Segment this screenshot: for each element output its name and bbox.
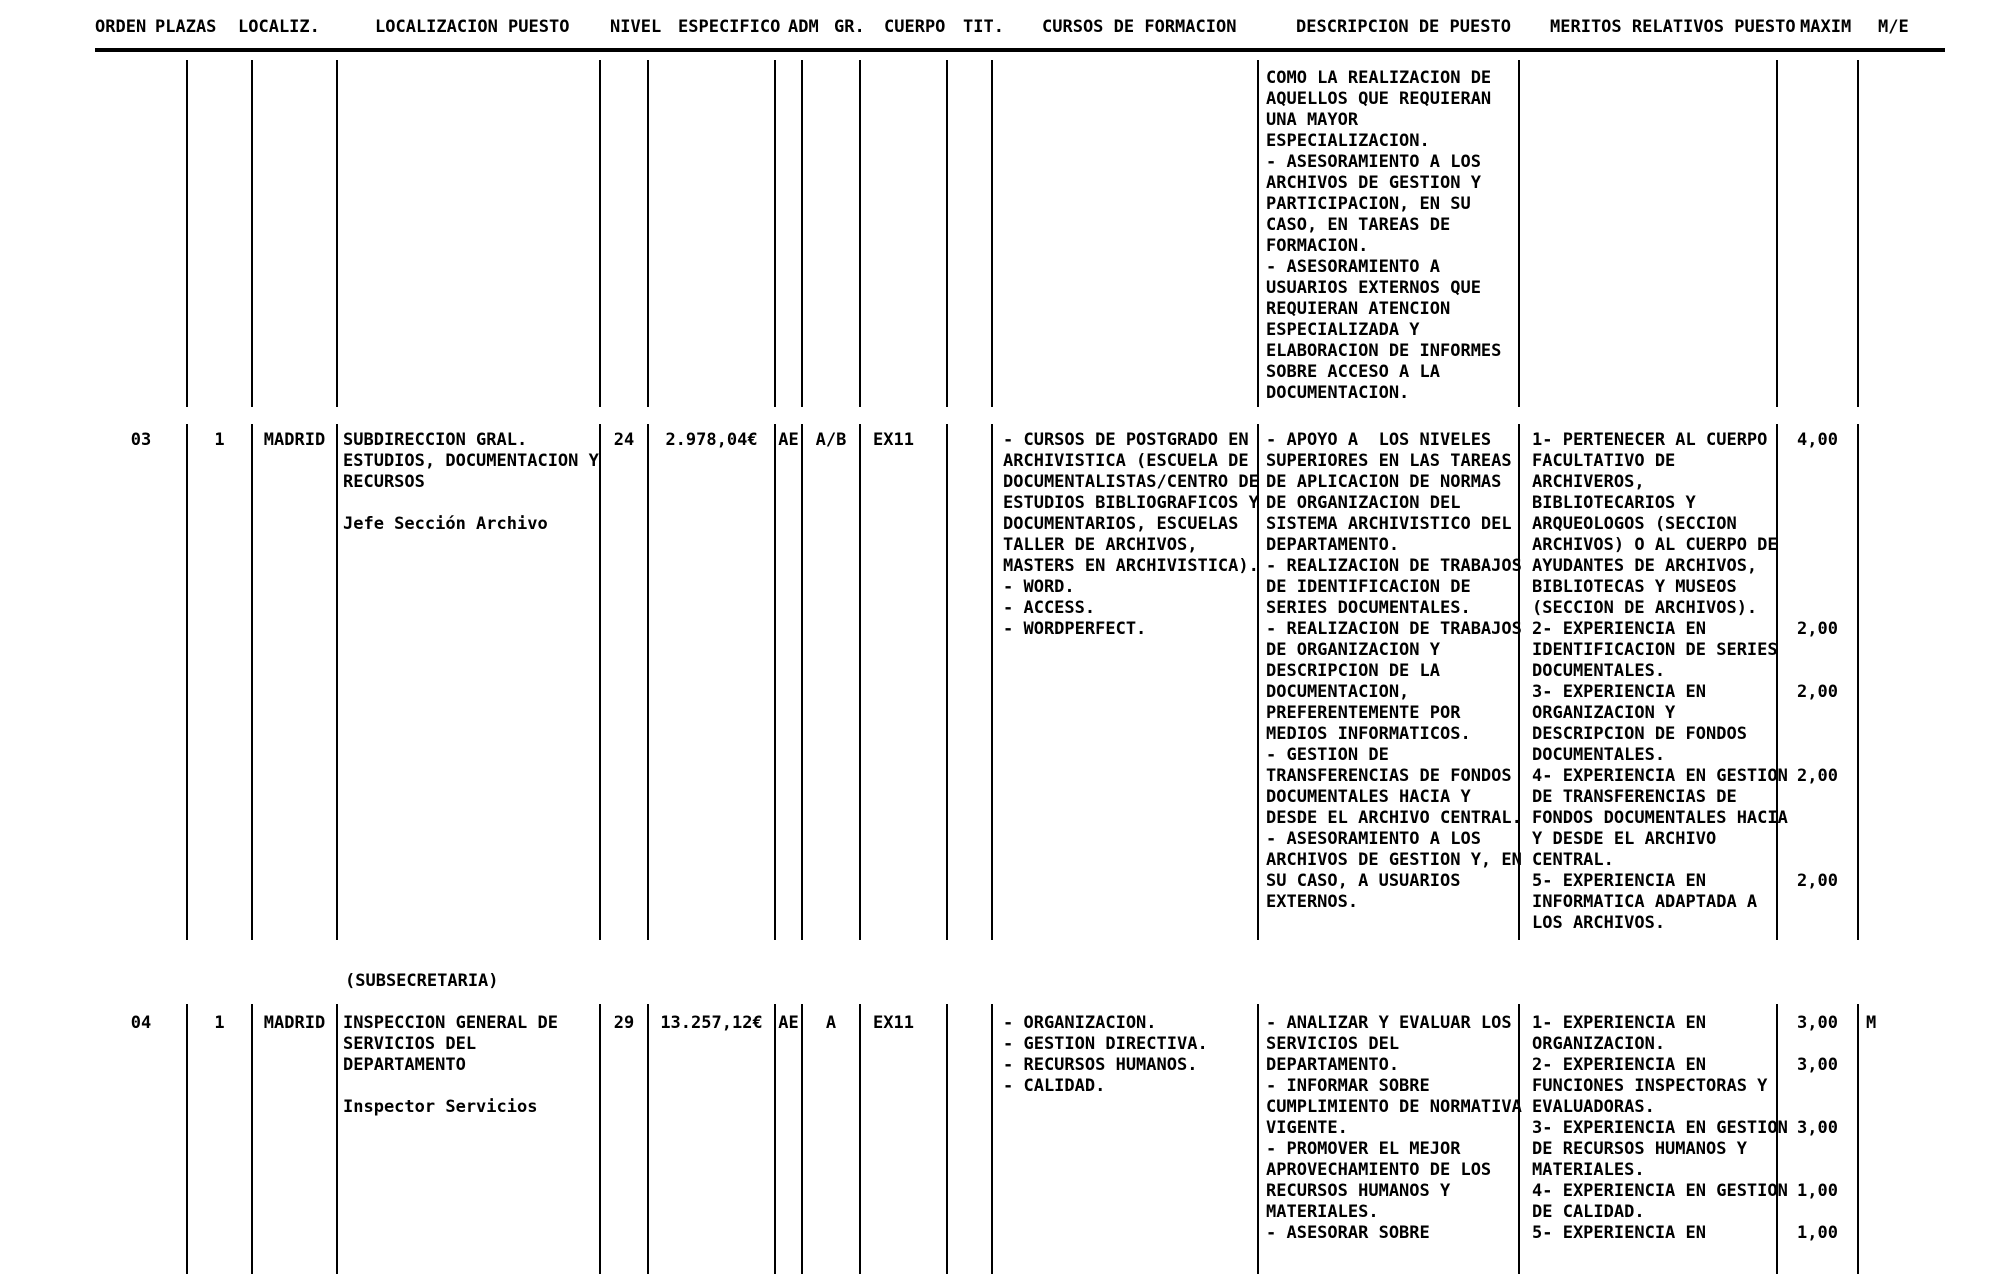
text-line: RECURSOS HUMANOS Y	[1266, 1181, 1451, 1201]
column-divider	[1257, 60, 1259, 407]
cell-adm	[775, 1013, 802, 1034]
text-line: MASTERS EN ARCHIVISTICA).	[1003, 556, 1259, 576]
text-line: 1	[214, 1013, 225, 1033]
text-line: ARCHIVEROS,	[1532, 472, 1645, 492]
text-line: ARCHIVOS DE GESTION Y, EN	[1266, 850, 1522, 870]
text-line: CUMPLIMIENTO DE NORMATIVA	[1266, 1097, 1522, 1117]
column-divider	[774, 1004, 776, 1274]
text-line: 4- EXPERIENCIA EN GESTION	[1532, 1181, 1788, 1201]
text-line: ARCHIVOS DE GESTION Y	[1266, 173, 1481, 193]
cell-localiz	[252, 430, 337, 451]
text-line: - WORDPERFECT.	[1003, 619, 1147, 639]
column-divider	[647, 1004, 649, 1274]
column-header-orden: ORDEN	[95, 17, 147, 37]
maxim-value: 2,00	[1797, 871, 1838, 891]
cell-plazas	[187, 1013, 252, 1034]
text-line: EVALUADORAS.	[1532, 1097, 1655, 1117]
column-header-plazas: PLAZAS	[155, 17, 217, 37]
column-divider	[251, 424, 253, 940]
text-line: ESTUDIOS BIBLIOGRAFICOS Y	[1003, 493, 1259, 513]
column-divider	[991, 424, 993, 940]
text-line: AE	[778, 430, 799, 450]
column-divider	[991, 60, 993, 407]
text-line: 1- PERTENECER AL CUERPO	[1532, 430, 1768, 450]
me-value: M	[1866, 1013, 1877, 1033]
cell-plazas	[187, 430, 252, 451]
text-line: SUBDIRECCION GRAL.	[343, 430, 528, 450]
text-line: DE IDENTIFICACION DE	[1266, 577, 1471, 597]
text-line: TALLER DE ARCHIVOS,	[1003, 535, 1198, 555]
maxim-value: 1,00	[1797, 1181, 1838, 1201]
cell-orden	[95, 1013, 187, 1034]
cell-locpuesto	[343, 430, 599, 535]
column-divider	[186, 424, 188, 940]
text-line: DE ORGANIZACION DEL	[1266, 493, 1461, 513]
text-line: - ACCESS.	[1003, 598, 1096, 618]
text-line: BIBLIOTECARIOS Y	[1532, 493, 1696, 513]
maxim-value: 2,00	[1797, 682, 1838, 702]
text-line: DEPARTAMENTO.	[1266, 535, 1400, 555]
cell-descripcion	[1266, 1013, 1522, 1244]
column-divider	[647, 60, 649, 407]
text-line: 2.978,04€	[665, 430, 758, 450]
text-line: APROVECHAMIENTO DE LOS	[1266, 1160, 1492, 1180]
text-line: SERVICIOS DEL	[343, 1034, 477, 1054]
text-line: ARCHIVOS) O AL CUERPO DE	[1532, 535, 1778, 555]
cell-localiz	[252, 1013, 337, 1034]
text-line: - CALIDAD.	[1003, 1076, 1106, 1096]
column-divider	[859, 1004, 861, 1274]
text-line: ELABORACION DE INFORMES	[1266, 341, 1502, 361]
text-line: DE APLICACION DE NORMAS	[1266, 472, 1502, 492]
maxim-value: 3,00	[1797, 1118, 1838, 1138]
text-line: REQUIERAN ATENCION	[1266, 299, 1451, 319]
text-line: (SECCION DE ARCHIVOS).	[1532, 598, 1758, 618]
text-line: Inspector Servicios	[343, 1097, 538, 1117]
column-divider	[946, 60, 948, 407]
section-heading-subsecretaria: (SUBSECRETARIA)	[345, 971, 499, 991]
text-line: - ASESORAMIENTO A LOS	[1266, 152, 1481, 172]
maxim-value: 3,00	[1797, 1013, 1838, 1033]
text-line: 29	[613, 1013, 635, 1033]
text-line: ESTUDIOS, DOCUMENTACION Y	[343, 451, 599, 471]
text-line: 3- EXPERIENCIA EN	[1532, 682, 1706, 702]
text-line: SU CASO, A USUARIOS	[1266, 871, 1461, 891]
text-line: - GESTION DIRECTIVA.	[1003, 1034, 1208, 1054]
text-line: - ORGANIZACION.	[1003, 1013, 1157, 1033]
text-line: 5- EXPERIENCIA EN	[1532, 1223, 1706, 1243]
column-divider	[599, 1004, 601, 1274]
cell-nivel	[600, 430, 648, 451]
text-line: - APOYO A LOS NIVELES	[1266, 430, 1492, 450]
text-line: ORGANIZACION Y	[1532, 703, 1676, 723]
text-line: ESPECIALIZADA Y	[1266, 320, 1420, 340]
text-line: - PROMOVER EL MEJOR	[1266, 1139, 1461, 1159]
text-line: SISTEMA ARCHIVISTICO DEL	[1266, 514, 1512, 534]
text-line: DE ORGANIZACION Y	[1266, 640, 1440, 660]
cell-cuerpo	[873, 1013, 914, 1034]
text-line: 04	[130, 1013, 152, 1033]
column-header-cuerpo: CUERPO	[884, 17, 946, 37]
cell-orden	[95, 430, 187, 451]
column-header-localiz: LOCALIZ.	[238, 17, 320, 37]
text-line: MATERIALES.	[1266, 1202, 1379, 1222]
text-line: INSPECCION GENERAL DE	[343, 1013, 558, 1033]
text-line: FUNCIONES INSPECTORAS Y	[1532, 1076, 1768, 1096]
text-line: MEDIOS INFORMATICOS.	[1266, 724, 1471, 744]
column-divider	[599, 424, 601, 940]
column-header-meritos: MERITOS RELATIVOS PUESTO	[1550, 17, 1796, 37]
text-line: 24	[613, 430, 635, 450]
text-line: SERIES DOCUMENTALES.	[1266, 598, 1471, 618]
cell-descripcion	[1266, 430, 1522, 913]
text-line: - GESTION DE	[1266, 745, 1389, 765]
text-line: - REALIZACION DE TRABAJOS	[1266, 619, 1522, 639]
text-line: - WORD.	[1003, 577, 1075, 597]
text-line: ARCHIVISTICA (ESCUELA DE	[1003, 451, 1249, 471]
column-header-cursos: CURSOS DE FORMACION	[1042, 17, 1237, 37]
text-line: MATERIALES.	[1532, 1160, 1645, 1180]
cell-especifico	[648, 430, 775, 451]
text-line: SOBRE ACCESO A LA	[1266, 362, 1440, 382]
column-divider	[336, 1004, 338, 1274]
text-line: DOCUMENTALISTAS/CENTRO DE	[1003, 472, 1259, 492]
maxim-value: 3,00	[1797, 1055, 1838, 1075]
maxim-value: 2,00	[1797, 766, 1838, 786]
column-divider	[801, 60, 803, 407]
column-header-especifico: ESPECIFICO	[678, 17, 781, 37]
column-header-nivel: NIVEL	[610, 17, 662, 37]
text-line: - ASESORAR SOBRE	[1266, 1223, 1430, 1243]
text-line: 13.257,12€	[660, 1013, 763, 1033]
text-line: UNA MAYOR	[1266, 110, 1359, 130]
text-line: - CURSOS DE POSTGRADO EN	[1003, 430, 1249, 450]
text-line: - ANALIZAR Y EVALUAR LOS	[1266, 1013, 1512, 1033]
cell-meritos	[1532, 430, 1788, 934]
cell-nivel	[600, 1013, 648, 1034]
column-divider	[336, 60, 338, 407]
text-line: 1- EXPERIENCIA EN	[1532, 1013, 1706, 1033]
text-line: CENTRAL.	[1532, 850, 1614, 870]
cell-cursos	[1003, 430, 1259, 640]
column-divider	[1776, 60, 1778, 407]
text-line: 4- EXPERIENCIA EN GESTION	[1532, 766, 1788, 786]
text-line: DEPARTAMENTO.	[1266, 1055, 1400, 1075]
maxim-value: 1,00	[1797, 1223, 1838, 1243]
text-line: 2- EXPERIENCIA EN	[1532, 1055, 1706, 1075]
text-line: AE	[778, 1013, 799, 1033]
column-header-maxim: MAXIM	[1800, 17, 1852, 37]
text-line: DEPARTAMENTO	[343, 1055, 466, 1075]
text-line: PARTICIPACION, EN SU	[1266, 194, 1471, 214]
column-divider	[599, 60, 601, 407]
column-divider	[647, 424, 649, 940]
text-line: DESDE EL ARCHIVO CENTRAL.	[1266, 808, 1522, 828]
column-divider	[774, 60, 776, 407]
cell-locpuesto	[343, 1013, 558, 1118]
column-divider	[336, 424, 338, 940]
text-line: A/B	[815, 430, 847, 450]
text-line: DOCUMENTALES.	[1532, 661, 1666, 681]
text-line: - RECURSOS HUMANOS.	[1003, 1055, 1198, 1075]
text-line: SUPERIORES EN LAS TAREAS	[1266, 451, 1512, 471]
text-line: SERVICIOS DEL	[1266, 1034, 1400, 1054]
text-line: DE TRANSFERENCIAS DE	[1532, 787, 1737, 807]
header-rule	[95, 48, 1945, 52]
text-line: DESCRIPCION DE FONDOS	[1532, 724, 1747, 744]
cell-especifico	[648, 1013, 775, 1034]
column-header-tit: TIT.	[963, 17, 1004, 37]
text-line: DOCUMENTACION.	[1266, 383, 1410, 403]
column-divider	[801, 424, 803, 940]
column-divider	[774, 424, 776, 940]
text-line: DE CALIDAD.	[1532, 1202, 1645, 1222]
column-header-descripcion: DESCRIPCION DE PUESTO	[1296, 17, 1511, 37]
column-divider	[186, 60, 188, 407]
text-line: AYUDANTES DE ARCHIVOS,	[1532, 556, 1758, 576]
cell-cursos	[1003, 1013, 1208, 1097]
text-line: 5- EXPERIENCIA EN	[1532, 871, 1706, 891]
text-line: TRANSFERENCIAS DE FONDOS	[1266, 766, 1512, 786]
text-line: DOCUMENTALES.	[1532, 745, 1666, 765]
text-line: EXTERNOS.	[1266, 892, 1359, 912]
text-line: MADRID	[263, 1013, 326, 1033]
text-line: CASO, EN TAREAS DE	[1266, 215, 1451, 235]
text-line: ESPECIALIZACION.	[1266, 131, 1430, 151]
column-divider	[946, 424, 948, 940]
cell-meritos	[1532, 1013, 1788, 1244]
text-line: 2- EXPERIENCIA EN	[1532, 619, 1706, 639]
cell-descripcion	[1266, 68, 1501, 404]
text-line: Y DESDE EL ARCHIVO	[1532, 829, 1717, 849]
column-divider	[1857, 60, 1859, 407]
column-header-locpuesto: LOCALIZACION PUESTO	[375, 17, 570, 37]
text-line: 1	[214, 430, 225, 450]
text-line: MADRID	[263, 430, 326, 450]
column-header-gr: GR.	[834, 17, 865, 37]
text-line: BIBLIOTECAS Y MUSEOS	[1532, 577, 1737, 597]
text-line: ARQUEOLOGOS (SECCION	[1532, 514, 1737, 534]
column-divider	[1257, 1004, 1259, 1274]
column-header-adm: ADM	[788, 17, 819, 37]
text-line: USUARIOS EXTERNOS QUE	[1266, 278, 1481, 298]
cell-gr	[802, 1013, 860, 1034]
column-divider	[1518, 60, 1520, 407]
column-divider	[859, 60, 861, 407]
text-line: DOCUMENTALES HACIA Y	[1266, 787, 1471, 807]
text-line: - ASESORAMIENTO A	[1266, 257, 1440, 277]
column-divider	[251, 60, 253, 407]
cell-cuerpo	[873, 430, 914, 451]
column-divider	[251, 1004, 253, 1274]
text-line: Jefe Sección Archivo	[343, 514, 548, 534]
maxim-value: 4,00	[1797, 430, 1838, 450]
column-divider	[991, 1004, 993, 1274]
text-line: - REALIZACION DE TRABAJOS	[1266, 556, 1522, 576]
text-line	[343, 493, 599, 514]
text-line: FACULTATIVO DE	[1532, 451, 1676, 471]
text-line: AQUELLOS QUE REQUIERAN	[1266, 89, 1492, 109]
text-line: A	[825, 1013, 837, 1033]
column-header-me: M/E	[1878, 17, 1909, 37]
text-line: - INFORMAR SOBRE	[1266, 1076, 1430, 1096]
text-line: PREFERENTEMENTE POR	[1266, 703, 1461, 723]
maxim-value: 2,00	[1797, 619, 1838, 639]
text-line: - ASESORAMIENTO A LOS	[1266, 829, 1481, 849]
text-line: DOCUMENTACION,	[1266, 682, 1410, 702]
text-line: RECURSOS	[343, 472, 425, 492]
text-line	[343, 1076, 558, 1097]
text-line: DE RECURSOS HUMANOS Y	[1532, 1139, 1747, 1159]
text-line: LOS ARCHIVOS.	[1532, 913, 1666, 933]
column-divider	[859, 424, 861, 940]
text-line: DESCRIPCION DE LA	[1266, 661, 1440, 681]
text-line: INFORMATICA ADAPTADA A	[1532, 892, 1758, 912]
text-line: FORMACION.	[1266, 236, 1369, 256]
text-line: EX11	[873, 1013, 914, 1033]
text-line: 03	[130, 430, 152, 450]
text-line: EX11	[873, 430, 914, 450]
text-line: COMO LA REALIZACION DE	[1266, 68, 1492, 88]
text-line: VIGENTE.	[1266, 1118, 1348, 1138]
text-line: DOCUMENTARIOS, ESCUELAS	[1003, 514, 1239, 534]
text-line: 3- EXPERIENCIA EN GESTION	[1532, 1118, 1788, 1138]
text-line: FONDOS DOCUMENTALES HACIA	[1532, 808, 1788, 828]
column-divider	[946, 1004, 948, 1274]
text-line: IDENTIFICACION DE SERIES	[1532, 640, 1778, 660]
column-divider	[186, 1004, 188, 1274]
column-divider	[801, 1004, 803, 1274]
cell-adm	[775, 430, 802, 451]
cell-gr	[802, 430, 860, 451]
text-line: ORGANIZACION.	[1532, 1034, 1666, 1054]
